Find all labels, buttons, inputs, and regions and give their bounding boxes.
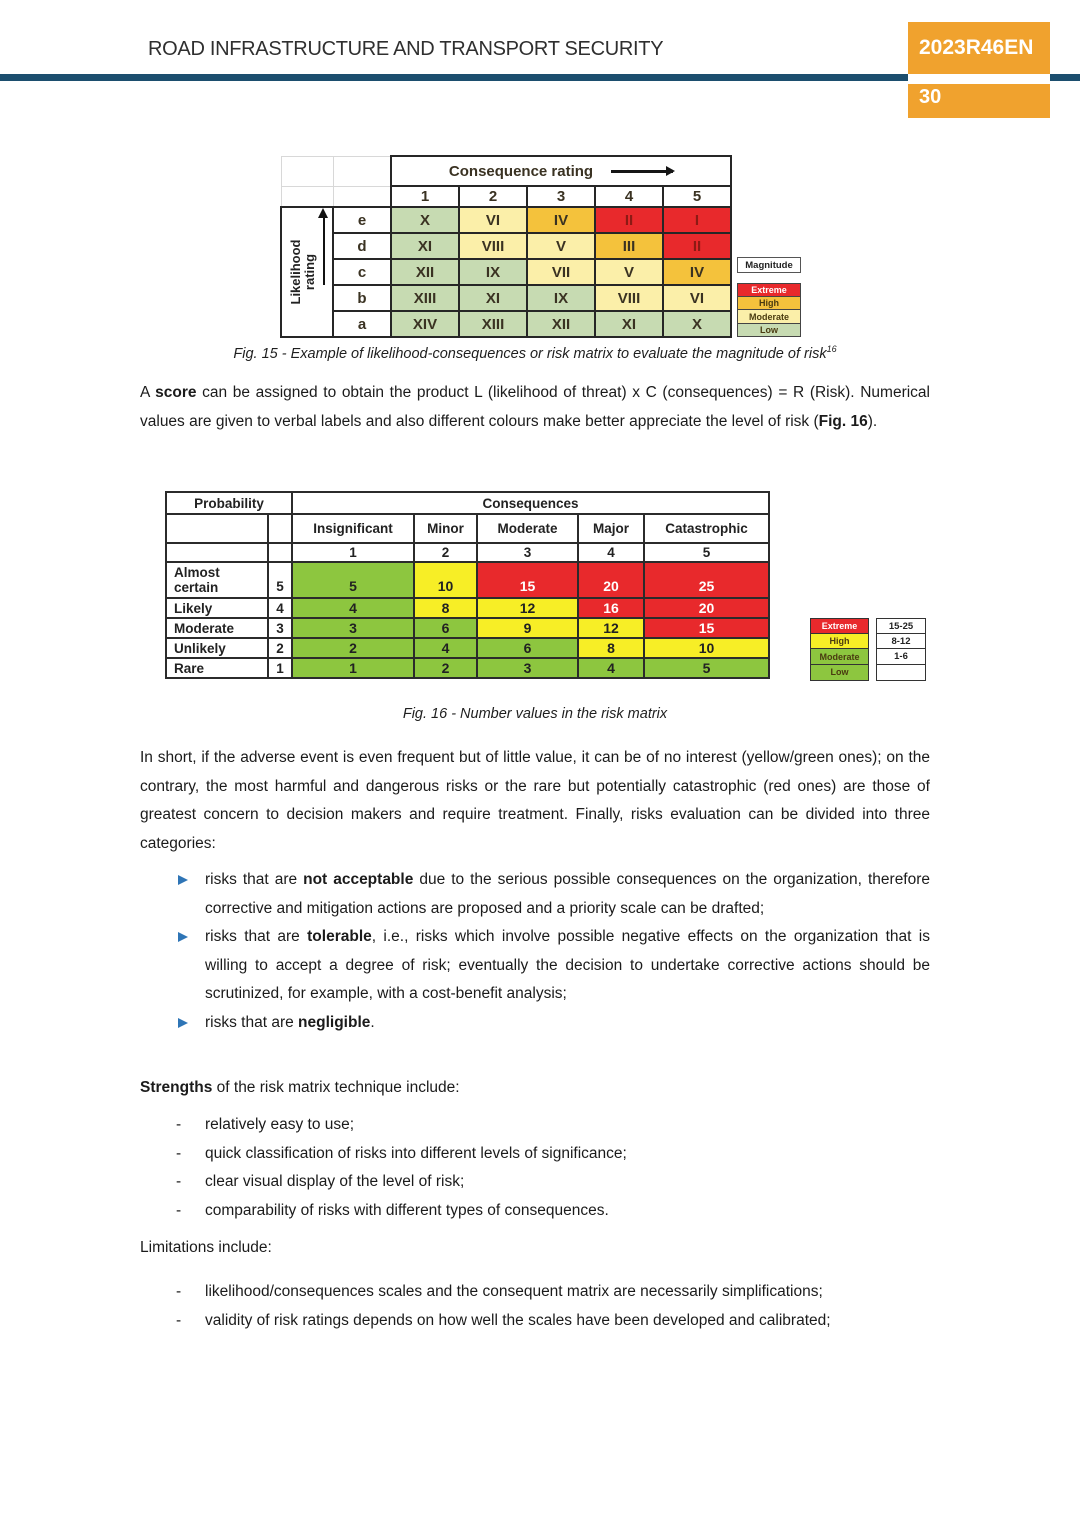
document-code-box [908,22,1050,118]
fig16-risk-matrix [165,491,770,679]
fig16-probability-header: Probability [166,492,292,514]
fig16-blank-cell [268,514,292,543]
fig15-risk-cell: XII [527,311,595,337]
fig16-risk-cell: 10 [644,638,769,658]
fig16-probability-number: 1 [268,658,292,678]
fig15-risk-cell: I [663,207,731,233]
up-arrow-icon [323,217,326,285]
fig16-legend-label: Extreme [810,618,869,635]
fig15-risk-cell: VIII [595,285,663,311]
bullet-text: comparability of risks with different types of consequences. [205,1201,609,1219]
page-number: 30 [908,84,1050,118]
fig15-magnitude-legend [737,257,801,337]
fig15-risk-cell: X [391,207,459,233]
dash-bullet-icon: - [176,1116,182,1133]
fig15-risk-cell: VII [527,259,595,285]
fig16-risk-cell: 6 [414,618,477,638]
fig16-consequence-number: 3 [477,543,578,562]
likelihood-rating-label: Likelihood rating [288,239,317,305]
arrow-bullet-item [140,1009,930,1038]
fig16-risk-cell: 8 [578,638,644,658]
fig15-risk-cell: XII [391,259,459,285]
fig16-blank-cell [268,543,292,562]
fig16-risk-cell: 4 [292,598,414,618]
fig16-probability-label: Moderate [166,618,268,638]
strengths-list [140,1111,930,1225]
dash-bullet-icon: - [176,1144,182,1162]
strengths-heading: Strengths of the risk matrix technique include: [140,1079,460,1096]
fig16-blank-cell [166,514,268,543]
fig16-legend [810,619,926,681]
magnitude-legend-item: High [737,296,801,311]
fig16-risk-cell: 6 [477,638,578,658]
spreadsheet-cell [333,186,391,207]
fig16-risk-cell: 1 [292,658,414,678]
limitations-heading: Limitations include: [140,1239,272,1256]
magnitude-legend-item: Low [737,323,801,338]
fig16-legend-range: 8-12 [876,633,926,650]
page-title: ROAD INFRASTRUCTURE AND TRANSPORT SECURITY [148,38,664,60]
fig15-risk-cell: VI [663,285,731,311]
consequence-rating-label: Consequence rating [448,162,594,180]
arrow-bullet-icon [176,1009,205,1038]
fig16-risk-cell: 4 [578,658,644,678]
fig16-consequence-name: Moderate [477,514,578,543]
fig16-blank-cell [166,543,268,562]
fig15-risk-matrix [280,155,732,338]
dash-bullet-item [140,1197,930,1226]
bullet-text: likelihood/consequences scales and the consequent matrix are necessarily simplifications; [205,1283,823,1300]
fig16-risk-cell: 2 [292,638,414,658]
risk-categories-list [140,866,930,1037]
fig15-caption: Fig. 15 - Example of likelihood-consequences or risk matrix to evaluate the magnitude of risk$^{16}$ [233,344,837,362]
dash-bullet-item [140,1278,930,1307]
spreadsheet-cell [281,186,333,207]
fig16-probability-number: 4 [268,598,292,618]
fig16-consequence-number: 5 [644,543,769,562]
fig16-risk-cell: 20 [644,598,769,618]
arrow-bullet-icon [176,923,205,1009]
bullet-text: clear visual display of the level of risk; [205,1173,465,1190]
bullet-text: risks that are not acceptable due to the serious possible consequences on the organization, therefore corrective and mitigation actions are proposed and a priority scale can be drafted; [205,871,931,917]
dash-bullet-item [140,1111,930,1140]
fig16-risk-cell: 15 [477,562,578,598]
fig15-risk-cell: IV [527,207,595,233]
limitations-list [140,1278,930,1335]
fig15-risk-cell: XIV [391,311,459,337]
fig15-likelihood-letter: b [333,285,391,311]
fig15-risk-cell: VI [459,207,527,233]
fig16-legend-row [810,648,926,665]
fig16-probability-number: 2 [268,638,292,658]
fig15-risk-cell: XI [459,285,527,311]
fig16-risk-cell: 2 [414,658,477,678]
fig15-likelihood-letter: d [333,233,391,259]
bullet-text: validity of risk ratings depends on how well the scales have been developed and calibrated; [205,1311,831,1329]
fig16-consequence-name: Minor [414,514,477,543]
fig16-consequences-header: Consequences [292,492,769,514]
document-code: 2023R46EN [908,22,1050,74]
fig15-consequence-number: 5 [663,186,731,207]
fig16-legend-range [876,664,926,681]
fig16-risk-cell: 3 [477,658,578,678]
fig15-consequence-number: 3 [527,186,595,207]
fig15-risk-cell: IX [527,285,595,311]
right-arrow-icon [611,170,673,172]
fig15-risk-cell: III [595,233,663,259]
paragraph-score: A score can be assigned to obtain the product L (likelihood of threat) x C (consequences) = R (Risk). Numerical values are given to verbal labels and also different colours make better appreciate the level of risk (Fig. 16). [140,384,930,430]
fig16-risk-cell: 3 [292,618,414,638]
fig16-probability-label: Almost certain [166,562,268,598]
magnitude-legend-item: Extreme [737,283,801,298]
fig15-risk-cell: VIII [459,233,527,259]
fig15-consequence-header [391,156,731,186]
dash-bullet-item [140,1140,930,1169]
dash-bullet-icon: - [176,1311,182,1329]
fig16-consequence-number: 2 [414,543,477,562]
fig16-risk-cell: 12 [578,618,644,638]
magnitude-legend-title: Magnitude [737,257,801,273]
fig15-risk-cell: XI [595,311,663,337]
fig15-risk-cell: XI [391,233,459,259]
dash-bullet-icon: - [176,1283,182,1300]
spreadsheet-cell [333,156,391,186]
arrow-bullet-item [140,923,930,1009]
fig16-probability-number: 5 [268,562,292,598]
fig16-legend-label: Moderate [810,648,869,665]
fig16-consequence-name: Insignificant [292,514,414,543]
fig16-risk-cell: 15 [644,618,769,638]
fig16-probability-label: Likely [166,598,268,618]
magnitude-legend-item: Moderate [737,309,801,324]
code-box-divider [908,74,1050,84]
fig15-risk-cell: II [595,207,663,233]
fig16-risk-cell: 25 [644,562,769,598]
fig16-legend-row [810,633,926,650]
fig16-risk-cell: 5 [292,562,414,598]
fig16-risk-cell: 10 [414,562,477,598]
fig15-consequence-number: 1 [391,186,459,207]
fig15-risk-cell: IV [663,259,731,285]
fig16-consequence-name: Catastrophic [644,514,769,543]
fig16-legend-range: 1-6 [876,648,926,665]
fig15-risk-cell: X [663,311,731,337]
bullet-text: risks that are tolerable, i.e., risks which involve possible negative effects on the organization that is willing to accept a degree of risk; eventually the decision to undertake corrective actions should be scrutinized, for example, with a cost-benefit analysis; [205,928,930,1002]
fig16-probability-label: Unlikely [166,638,268,658]
fig15-risk-cell: XIII [391,285,459,311]
bullet-text: relatively easy to use; [205,1116,355,1133]
dash-bullet-icon: - [176,1201,182,1219]
fig16-consequence-number: 1 [292,543,414,562]
fig16-legend-row [810,664,926,681]
fig15-consequence-number: 2 [459,186,527,207]
fig15-risk-cell: II [663,233,731,259]
fig16-probability-label: Rare [166,658,268,678]
dash-bullet-icon: - [176,1173,182,1190]
arrow-bullet-icon [176,866,205,923]
fig15-likelihood-letter: e [333,207,391,233]
bullet-text: risks that are negligible. [205,1013,375,1031]
fig16-risk-cell: 4 [414,638,477,658]
fig16-legend-label: Low [810,664,869,681]
fig16-risk-cell: 9 [477,618,578,638]
fig16-risk-cell: 12 [477,598,578,618]
arrow-bullet-item [140,866,930,923]
fig16-legend-label: High [810,633,869,650]
fig16-consequence-name: Major [578,514,644,543]
fig16-legend-range: 15-25 [876,618,926,635]
bullet-text: quick classification of risks into different levels of significance; [205,1144,627,1162]
fig15-consequence-number: 4 [595,186,663,207]
spreadsheet-cell [281,156,333,186]
fig15-risk-cell: IX [459,259,527,285]
fig16-risk-cell: 8 [414,598,477,618]
fig16-risk-cell: 20 [578,562,644,598]
dash-bullet-item [140,1168,930,1197]
footnote-ref: 16 [826,344,837,354]
fig15-risk-cell: V [595,259,663,285]
fig16-consequence-number: 4 [578,543,644,562]
fig15-risk-cell: V [527,233,595,259]
fig16-risk-cell: 16 [578,598,644,618]
fig16-probability-number: 3 [268,618,292,638]
fig16-caption: Fig. 16 - Number values in the risk matrix [402,706,668,722]
fig15-likelihood-letter: c [333,259,391,285]
fig15-likelihood-letter: a [333,311,391,337]
dash-bullet-item [140,1307,930,1336]
fig16-legend-row [810,618,926,635]
fig15-risk-cell: XIII [459,311,527,337]
fig16-risk-cell: 5 [644,658,769,678]
paragraph-in-short: In short, if the adverse event is even frequent but of little value, it can be of no interest (yellow/green ones); on the contrary, the most harmful and dangerous risks or the rare but potentially catastrophic (red ones) are those of greatest concern to decision makers and require treatment. Finally, risks evaluation can be divided into three categories: [140,749,930,852]
fig15-likelihood-header [281,207,333,337]
